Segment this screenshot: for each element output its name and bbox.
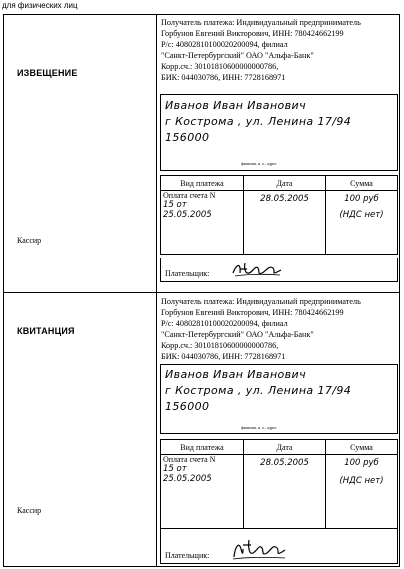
kind-handwritten-line: 25.05.2005 xyxy=(163,210,212,220)
payer-zip-handwritten: 156000 xyxy=(165,131,210,144)
header-amount: Сумма xyxy=(326,440,398,455)
kind-handwritten-line: 15 от xyxy=(163,200,187,210)
vat-handwritten: (НДС нет) xyxy=(339,210,384,220)
date-handwritten: 28.05.2005 xyxy=(260,458,309,468)
recipient-line: Получатель платежа: Индивидуальный предприниматель xyxy=(161,18,361,27)
payer-name-handwritten: Иванов Иван Иванович xyxy=(165,99,306,112)
payer-note: фамилия, и. о., адрес xyxy=(241,425,277,430)
payment-form xyxy=(3,14,400,567)
section-divider xyxy=(4,292,399,293)
notice-recipient-details xyxy=(161,17,401,83)
recipient-line: Корр.сч.: 30101810600000000786, xyxy=(161,62,279,71)
header-kind: Вид платежа xyxy=(161,440,244,455)
recipient-line: Горбунов Евгений Викторович, ИНН: 780424662199 xyxy=(161,308,344,317)
notice-payer-box[interactable] xyxy=(160,94,398,171)
kind-cell[interactable] xyxy=(161,455,244,529)
receipt-recipient-details xyxy=(161,296,401,362)
payer-name-handwritten: Иванов Иван Иванович xyxy=(165,368,306,381)
header-kind: Вид платежа xyxy=(161,176,244,191)
date-cell[interactable] xyxy=(244,191,326,255)
receipt-payer-signature-row[interactable] xyxy=(160,528,398,564)
date-handwritten: 28.05.2005 xyxy=(260,194,309,204)
header-date: Дата xyxy=(244,440,326,455)
receipt-payer-box[interactable] xyxy=(160,364,398,434)
form-caption: для физических лиц xyxy=(2,1,78,10)
amount-handwritten: 100 руб xyxy=(344,458,379,468)
notice-payment-table xyxy=(160,175,398,255)
payer-address-handwritten: г Кострома , ул. Ленина 17/94 xyxy=(165,115,352,128)
receipt-payment-table xyxy=(160,439,398,529)
notice-cashier-label: Кассир xyxy=(17,236,42,245)
recipient-line: Корр.сч.: 30101810600000000786, xyxy=(161,341,279,350)
payer-zip-handwritten: 156000 xyxy=(165,400,210,413)
receipt-cashier-label: Кассир xyxy=(17,506,42,515)
recipient-line: Получатель платежа: Индивидуальный предприниматель xyxy=(161,297,361,306)
payer-address-handwritten: г Кострома , ул. Ленина 17/94 xyxy=(165,384,352,397)
kind-cell[interactable] xyxy=(161,191,244,255)
amount-cell[interactable] xyxy=(326,191,398,255)
header-date: Дата xyxy=(244,176,326,191)
kind-handwritten-line: 15 от xyxy=(163,464,187,474)
signature-icon xyxy=(231,537,287,561)
date-cell[interactable] xyxy=(244,455,326,529)
notice-title: ИЗВЕЩЕНИЕ xyxy=(17,68,78,78)
recipient-line: Р/с: 40802810100020200094, филиал xyxy=(161,40,288,49)
recipient-line: "Санкт-Петербургский" ОАО "Альфа-Банк" xyxy=(161,51,314,60)
header-amount: Сумма xyxy=(326,176,398,191)
payer-label: Плательщик: xyxy=(165,269,210,278)
notice-payer-signature-row[interactable] xyxy=(160,258,398,282)
kind-handwritten-line: 25.05.2005 xyxy=(163,474,212,484)
recipient-line: БИК: 044030786, ИНН: 7728168971 xyxy=(161,352,286,361)
recipient-line: Горбунов Евгений Викторович, ИНН: 780424662199 xyxy=(161,29,344,38)
payer-label: Плательщик: xyxy=(165,551,210,560)
amount-cell[interactable] xyxy=(326,455,398,529)
kind-printed: Оплата счета N xyxy=(163,191,216,200)
payer-note: фамилия, и. о., адрес xyxy=(241,161,277,166)
column-divider xyxy=(156,15,157,566)
amount-handwritten: 100 руб xyxy=(344,194,379,204)
recipient-line: Р/с: 40802810100020200094, филиал xyxy=(161,319,288,328)
kind-printed: Оплата счета N xyxy=(163,455,216,464)
vat-handwritten: (НДС нет) xyxy=(339,476,384,486)
recipient-line: "Санкт-Петербургский" ОАО "Альфа-Банк" xyxy=(161,330,314,339)
receipt-title: КВИТАНЦИЯ xyxy=(17,326,75,336)
signature-icon xyxy=(231,259,283,279)
recipient-line: БИК: 044030786, ИНН: 7728168971 xyxy=(161,73,286,82)
